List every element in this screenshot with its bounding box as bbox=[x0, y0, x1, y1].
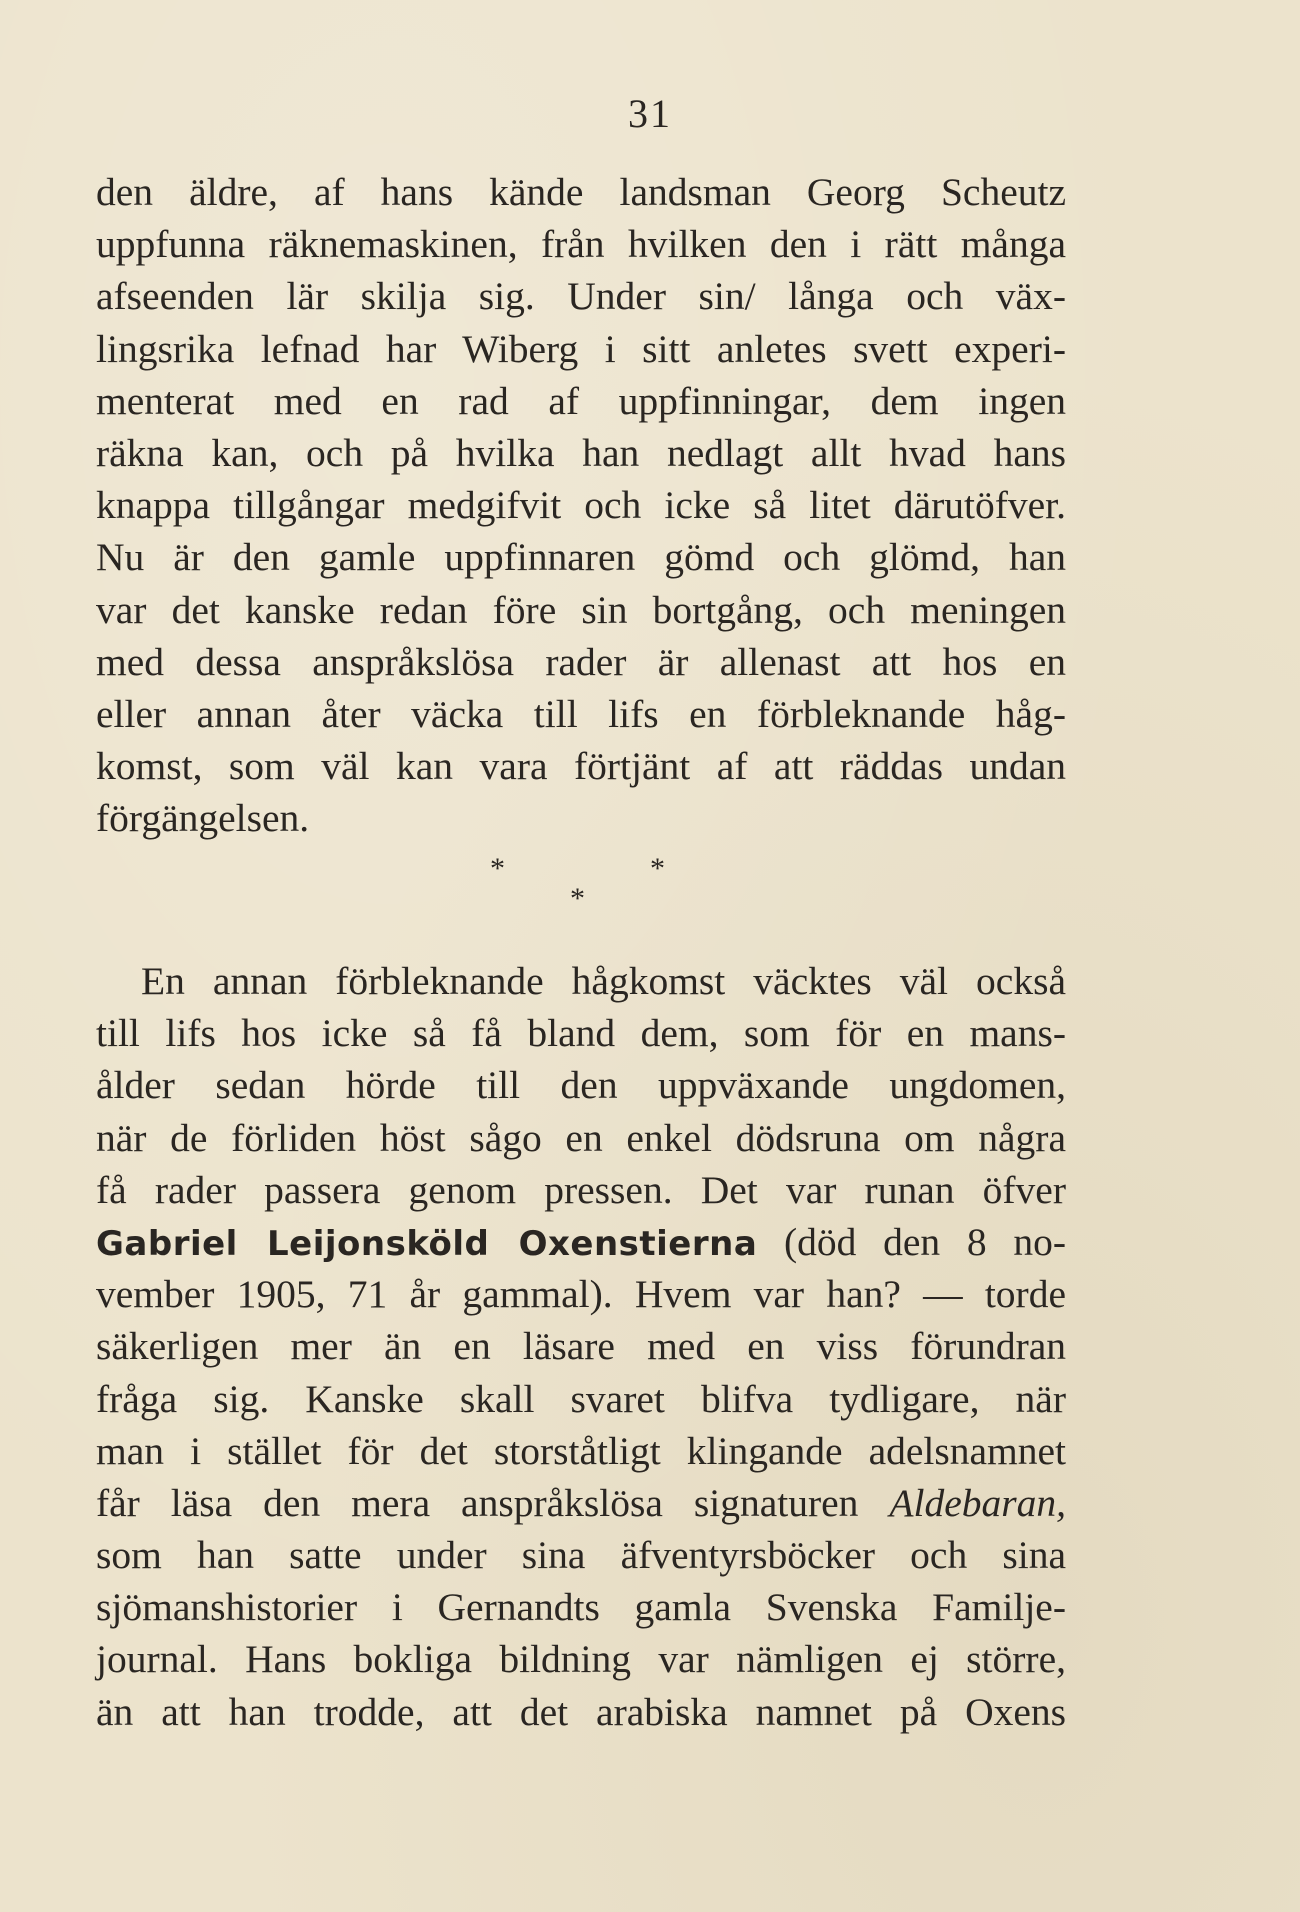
asterisk: * bbox=[490, 852, 505, 885]
text-line: komst, som väl kan vara förtjänt af att räddas undan bbox=[96, 744, 1066, 789]
text-line: sjömanshistorier i Gernandts gamla Svenska Familje- bbox=[96, 1585, 1066, 1630]
text-line-last: förgängelsen. bbox=[96, 796, 310, 841]
text-line: afseenden lär skilja sig. Under sin/ långa och väx- bbox=[96, 274, 1066, 319]
text-line: knappa tillgångar medgifvit och icke så litet därutöfver. bbox=[96, 483, 1066, 528]
signature-line-before: får läsa den mera anspråkslösa signaturen bbox=[96, 1480, 890, 1525]
text-line: uppfunna räknemaskinen, från hvilken den i rätt många bbox=[96, 222, 1066, 267]
text-line: än att han trodde, att det arabiska namnet på Oxens bbox=[96, 1689, 1066, 1734]
text-line: menterat med en rad af uppfinningar, dem ingen bbox=[96, 378, 1066, 423]
paragraph-2 bbox=[96, 955, 1066, 1738]
text-line-with-signature bbox=[96, 1477, 1066, 1529]
asterism-section-break bbox=[480, 852, 680, 915]
text-line: den äldre, af hans kände landsman Georg Scheutz bbox=[96, 170, 1066, 214]
signature-name: Aldebaran, bbox=[889, 1480, 1066, 1525]
text-line: som han satte under sina äfventyrsböcker och sina bbox=[96, 1533, 1066, 1578]
text-line: räkna kan, och på hvilka han nedlagt allt hvad hans bbox=[96, 430, 1066, 475]
text-line: till lifs hos icke så få bland dem, som för en mans- bbox=[96, 1011, 1066, 1056]
page-number: 31 bbox=[628, 91, 672, 136]
name-line-rest: (död den 8 no- bbox=[757, 1219, 1067, 1264]
paragraph-1 bbox=[96, 166, 1066, 844]
text-line: fråga sig. Kanske skall svaret blifva tydligare, när bbox=[96, 1376, 1066, 1421]
text-line: Nu är den gamle uppfinnaren gömd och glömd, han bbox=[96, 535, 1066, 580]
text-line-with-name bbox=[96, 1216, 1066, 1268]
text-line: ålder sedan hörde till den uppväxande ungdomen, bbox=[96, 1063, 1066, 1108]
text-line: få rader passera genom pressen. Det var runan öfver bbox=[96, 1167, 1066, 1212]
text-line: journal. Hans bokliga bildning var nämligen ej större, bbox=[96, 1637, 1066, 1682]
person-name: Gabriel Leijonsköld Oxenstierna bbox=[96, 1223, 758, 1264]
text-line: säkerligen mer än en läsare med en viss förundran bbox=[96, 1324, 1066, 1369]
text-line: var det kanske redan före sin bortgång, och meningen bbox=[96, 587, 1066, 632]
text-line: eller annan åter väcka till lifs en förbleknande håg- bbox=[96, 691, 1066, 736]
text-line: när de förliden höst sågo en enkel dödsruna om några bbox=[96, 1115, 1066, 1160]
asterisk: * bbox=[650, 852, 665, 885]
text-line: med dessa anspråkslösa rader är allenast att hos en bbox=[96, 639, 1066, 684]
text-line: En annan förbleknande hågkomst väcktes väl också bbox=[141, 959, 1066, 1003]
text-line: man i stället för det storståtligt klingande adelsnamnet bbox=[96, 1428, 1066, 1473]
asterisk: * bbox=[570, 882, 585, 915]
text-line: vember 1905, 71 år gammal). Hvem var han? — torde bbox=[96, 1272, 1066, 1317]
text-line: lingsrika lefnad har Wiberg i sitt anletes svett experi- bbox=[96, 326, 1066, 371]
